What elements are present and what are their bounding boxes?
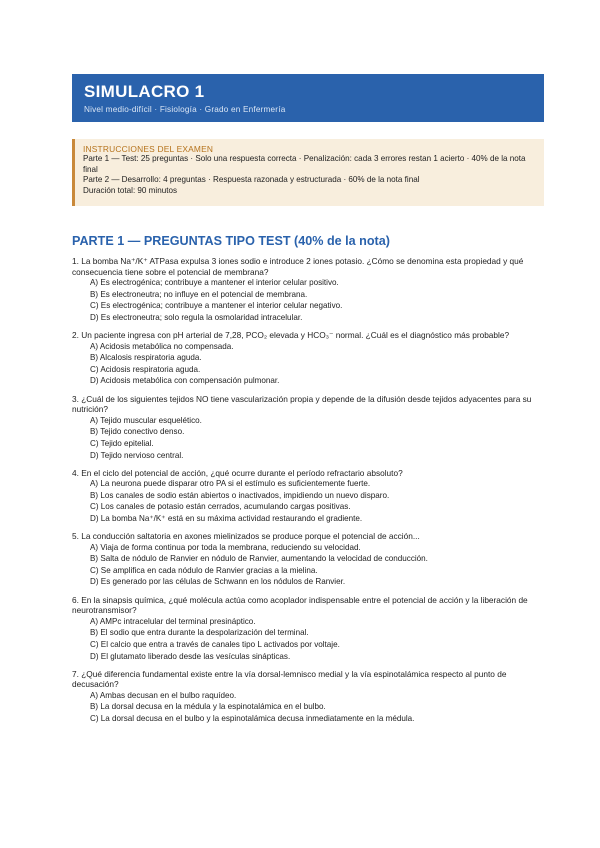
question-text: 3. ¿Cuál de los siguientes tejidos NO tiene vascularización propia y depende de la difusión desde tejidos adyacentes para su nutrición? — [72, 393, 532, 415]
answer-option: B) Salta de nódulo de Ranvier en nódulo de Ranvier, aumentando la velocidad de conducción. — [90, 554, 428, 564]
answer-option: C) Acidosis respiratoria aguda. — [90, 364, 201, 374]
answer-option: D) La bomba Na⁺/K⁺ está en su máxima actividad restaurando el gradiente. — [90, 513, 363, 523]
answer-option: D) El glutamato liberado desde las vesículas sinápticas. — [90, 651, 291, 661]
answer-option: C) Tejido epitelial. — [90, 438, 154, 448]
question-text: 5. La conducción saltatoria en axones mielinizados se produce porque el potencial de acción... — [72, 531, 420, 542]
answer-option: C) La dorsal decusa en el bulbo y la espinotalámica decusa inmediatamente en la médula. — [90, 713, 415, 723]
question-text: 4. En el ciclo del potencial de acción, ¿qué ocurre durante el período refractario absoluto? — [72, 467, 403, 478]
answer-option: B) El sodio que entra durante la despolarización del terminal. — [90, 628, 309, 638]
question-text: 6. En la sinapsis química, ¿qué molécula actúa como acoplador indispensable entre el potencial de acción y la liberación de neurotransmisor? — [72, 594, 528, 616]
answer-option: A) Acidosis metabólica no compensada. — [90, 341, 234, 351]
answer-option: D) Acidosis metabólica con compensación pulmonar. — [90, 376, 280, 386]
question-text: 2. Un paciente ingresa con pH arterial de 7,28, PCO₂ elevada y HCO₃⁻ normal. ¿Cuál es el diagnóstico más probable? — [72, 330, 510, 341]
answer-option: A) La neurona puede disparar otro PA si el estímulo es suficientemente fuerte. — [90, 479, 371, 489]
question-text: 1. La bomba Na⁺/K⁺ ATPasa expulsa 3 iones sodio e introduce 2 iones potasio. ¿Cómo se denomina esta propiedad y qué consecuencia tiene sobre el potencial de membrana? — [72, 256, 524, 277]
instructions-box — [72, 139, 544, 206]
answer-option: D) Es electroneutra; solo regula la osmolaridad intracelular. — [90, 312, 303, 322]
answer-option: C) El calcio que entra a través de canales tipo L activados por voltaje. — [90, 639, 340, 649]
instructions-title: INSTRUCCIONES DEL EXAMEN — [83, 144, 214, 154]
answer-option: B) Es electroneutra; no influye en el potencial de membrana. — [90, 289, 308, 299]
answer-option: A) Es electrogénica; contribuye a mantener el interior celular positivo. — [90, 278, 339, 288]
question — [72, 531, 544, 588]
question — [72, 256, 544, 324]
question — [72, 394, 544, 462]
answer-option: D) Tejido nervioso central. — [90, 450, 184, 460]
answer-option: B) La dorsal decusa en la médula y la espinotalámica en el bulbo. — [90, 702, 326, 712]
question-list — [72, 256, 544, 731]
instructions-line: Parte 2 — Desarrollo: 4 preguntas · Respuesta razonada y estructurada · 60% de la nota final — [83, 175, 420, 185]
answer-option: C) Se amplifica en cada nódulo de Ranvier gracias a la mielina. — [90, 565, 318, 575]
answer-option: A) AMPc intracelular del terminal presináptico. — [90, 616, 256, 626]
exam-subtitle: Nivel medio-difícil · Fisiología · Grado en Enfermería — [84, 105, 286, 114]
question-text: 7. ¿Qué diferencia fundamental existe entre la vía dorsal-lemnisco medial y la vía espinotalámica respecto al punto de decusación? — [72, 668, 507, 690]
answer-option: A) Tejido muscular esquelético. — [90, 415, 202, 425]
exam-header — [72, 74, 544, 122]
answer-option: B) Los canales de sodio están abiertos o inactivados, impidiendo un nuevo disparo. — [90, 490, 390, 500]
answer-option: C) Es electrogénica; contribuye a mantener el interior celular negativo. — [90, 301, 343, 311]
question — [72, 468, 544, 525]
question — [72, 595, 544, 663]
answer-option: D) Es generado por las células de Schwann en los nódulos de Ranvier. — [90, 577, 346, 587]
question — [72, 330, 544, 387]
answer-option: B) Tejido conectivo denso. — [90, 427, 185, 437]
answer-option: B) Alcalosis respiratoria aguda. — [90, 353, 202, 363]
answer-option: A) Viaja de forma continua por toda la membrana, reduciendo su velocidad. — [90, 542, 361, 552]
instructions-line: Duración total: 90 minutos — [83, 185, 178, 195]
answer-option: A) Ambas decusan en el bulbo raquídeo. — [90, 690, 237, 700]
exam-title: SIMULACRO 1 — [84, 82, 205, 101]
question — [72, 669, 544, 725]
part-1-title: PARTE 1 — PREGUNTAS TIPO TEST (40% de la nota) — [72, 234, 390, 248]
instructions-line: Parte 1 — Test: 25 preguntas · Solo una respuesta correcta · Penalización: cada 3 errores restan 1 acierto · 40% de la nota final — [83, 154, 526, 174]
answer-option: C) Los canales de potasio están cerrados, acumulando cargas positivas. — [90, 502, 351, 512]
